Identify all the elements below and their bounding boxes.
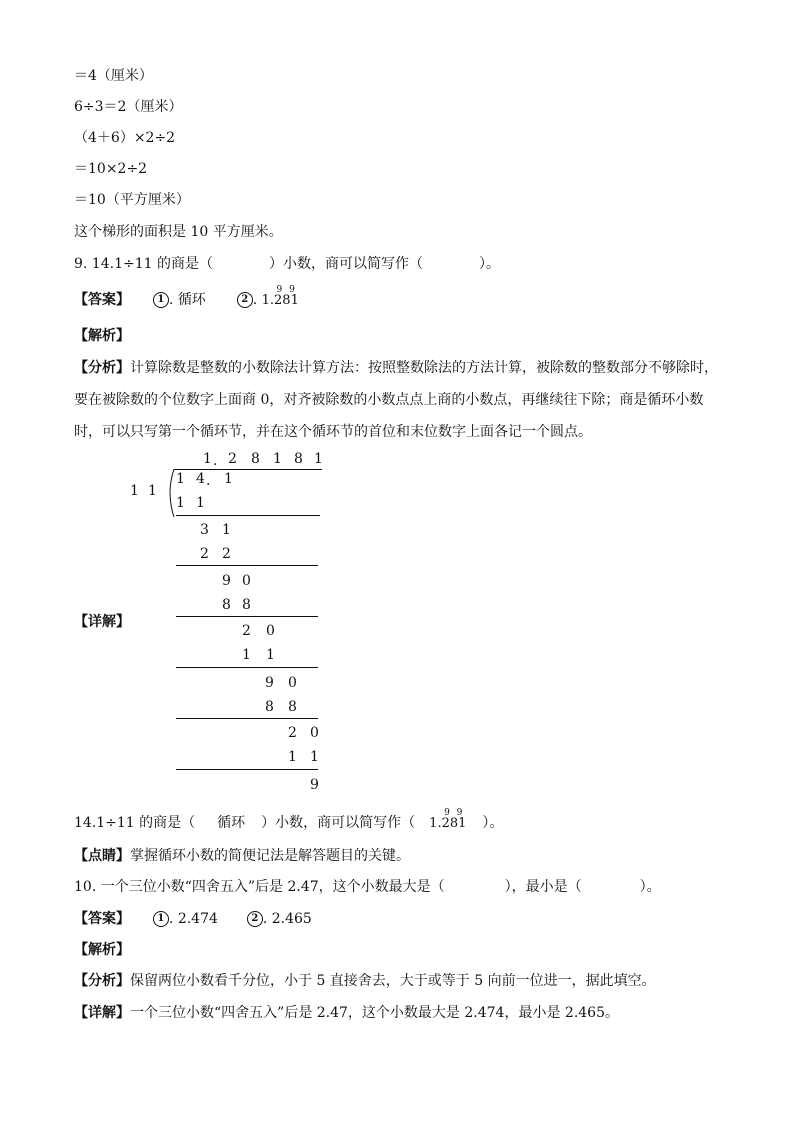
q10-fenxi: 【分析】保留两位小数看千分位，小于 5 直接舍去，大于或等于 5 向前一位进一，据此填空。 — [74, 973, 656, 989]
q9-fenxi-line-3: 时，可以只写第一个循环节，并在这个循环节的首位和末位数字上面各记一个圆点。 — [74, 424, 592, 440]
calc-line-4: ＝10×2÷2 — [74, 161, 148, 177]
answer-tag: 【答案】 — [74, 911, 130, 927]
step-digit: 8 — [222, 597, 231, 613]
repeat-dots: 9 9 — [276, 285, 297, 295]
divisor-digit: 1 — [130, 483, 139, 499]
q9-fenxi-line-2: 要在被除数的个位数字上面商 0，对齐被除数的小数点点上商的小数点，再继续往下除；商是循环小数 — [74, 392, 704, 408]
quotient-digit: 1 — [314, 451, 323, 467]
step-digit: 8 — [265, 699, 274, 715]
q10-answer-row: 【答案】 1 . 2.474 2 . 2.465 — [74, 911, 312, 927]
repeat-dots: 9 9 — [444, 808, 465, 818]
step-digit: 3 — [200, 522, 209, 538]
detail-tag: 【详解】 — [74, 614, 130, 630]
step-digit: 0 — [266, 623, 275, 639]
dividend-digit: 4 — [196, 471, 205, 487]
answer-2: 2.465 — [271, 911, 312, 927]
answer-tag: 【答案】 — [74, 292, 130, 308]
quotient-digit: 1 — [203, 451, 212, 467]
circled-number-1: 1 — [153, 292, 169, 308]
step-digit: 0 — [288, 675, 297, 691]
step-digit: 8 — [288, 699, 297, 715]
fenxi-tag: 【分析】 — [74, 973, 130, 989]
dividend-digit: 1 — [176, 471, 185, 487]
divisor-digit: 1 — [148, 483, 157, 499]
quotient-digit: 8 — [251, 451, 260, 467]
circled-number-2: 2 — [247, 911, 263, 927]
fenxi-tag: 【分析】 — [74, 360, 130, 376]
question-10: 10. 一个三位小数“四舍五入”后是 2.47，这个小数最大是（ ），最小是（ ）。 — [74, 879, 661, 895]
step-digit: 2 — [242, 623, 251, 639]
q10-detail: 【详解】一个三位小数“四舍五入”后是 2.47，这个小数最大是 2.474，最小是 2.465。 — [74, 1005, 619, 1021]
step-digit: 1 — [310, 749, 319, 765]
step-digit: 1 — [242, 647, 251, 663]
q10-analysis-heading — [74, 940, 130, 960]
dividend-digit: 1 — [224, 471, 233, 487]
dividend-point: . — [206, 473, 211, 489]
calc-line-3: （4＋6）×2÷2 — [74, 130, 176, 146]
circled-number-2: 2 — [237, 292, 253, 308]
q9-conclusion: 14.1÷11 的商是（ 循环 ）小数，商可以简写作（ 1.281 9 9 ）。 — [74, 808, 504, 831]
long-division — [120, 448, 330, 798]
quotient-digit: 8 — [294, 451, 303, 467]
quotient-point: . — [213, 453, 218, 469]
q9-answer-row: 【答案】 1 . 循环 2 . 1.281 9 9 — [74, 285, 299, 308]
step-digit: 9 — [265, 675, 274, 691]
step-digit: 1 — [176, 495, 185, 511]
analysis-tag: 【解析】 — [74, 942, 130, 958]
q9-dianjing: 【点睛】掌握循环小数的简便记法是解答题目的关键。 — [74, 848, 410, 864]
step-digit: 0 — [242, 573, 251, 589]
step-digit: 8 — [242, 597, 251, 613]
question-9: 9. 14.1÷11 的商是（ ）小数，商可以简写作（ ）。 — [74, 256, 500, 272]
step-digit: 2 — [200, 546, 209, 562]
calc-conclusion: 这个梯形的面积是 10 平方厘米。 — [74, 224, 283, 240]
answer-2-repeating-decimal: 1.281 9 9 — [261, 285, 299, 308]
dianjing-tag: 【点睛】 — [74, 848, 130, 864]
quotient-digit: 1 — [273, 451, 282, 467]
q9-fenxi-line-1: 【分析】计算除数是整数的小数除法计算方法：按照整数除法的方法计算，被除数的整数部分不够除时， — [74, 360, 718, 376]
remainder-digit: 9 — [310, 777, 319, 793]
step-digit: 9 — [222, 573, 231, 589]
step-digit: 1 — [266, 647, 275, 663]
calc-line-2: 6÷3＝2（厘米） — [74, 99, 183, 115]
conclusion-fill: 循环 — [217, 815, 246, 831]
detail-tag: 【详解】 — [74, 1005, 130, 1021]
step-digit: 2 — [288, 725, 297, 741]
step-digit: 2 — [222, 546, 231, 562]
step-digit: 1 — [222, 522, 231, 538]
answer-1: 2.474 — [177, 911, 218, 927]
step-digit: 0 — [310, 725, 319, 741]
calc-line-1: ＝4（厘米） — [74, 68, 153, 84]
circled-number-1: 1 — [153, 911, 169, 927]
analysis-tag: 【解析】 — [74, 328, 130, 344]
calc-line-5: ＝10（平方厘米） — [74, 192, 190, 208]
step-digit: 1 — [288, 749, 297, 765]
answer-1: 循环 — [177, 292, 206, 308]
quotient-digit: 2 — [228, 451, 237, 467]
q9-analysis-heading — [74, 326, 130, 346]
conclusion-repeating-decimal: 1.281 9 9 — [429, 808, 467, 831]
step-digit: 1 — [196, 495, 205, 511]
